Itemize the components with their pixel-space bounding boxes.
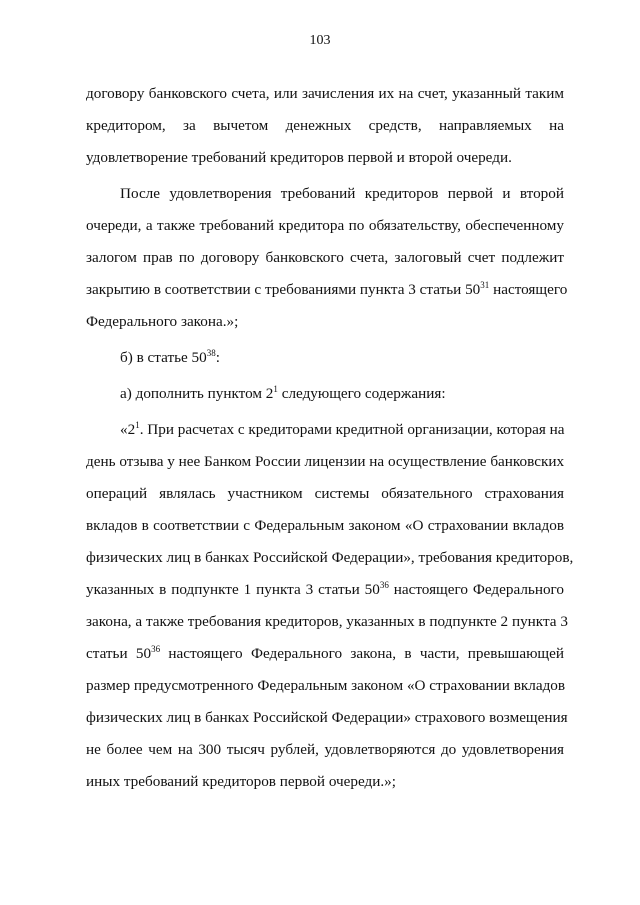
- line-text: указанных в подпункте 1 пункта 3 статьи 50: [86, 581, 380, 598]
- superscript: 1: [273, 384, 278, 394]
- line-text: закона, а также требования кредиторов, указанных в подпункте 2 пункта 3: [86, 613, 568, 630]
- page-number: 103: [309, 33, 331, 48]
- line-text: статьи 50: [86, 645, 152, 662]
- line-text: :: [215, 349, 220, 366]
- text-line: [86, 210, 564, 242]
- line-text: день отзыва у нее Банком России лицензии на осуществление банковских: [86, 453, 565, 470]
- line-text: залогом прав по договору банковского счета, залоговый счет подлежит: [86, 249, 564, 266]
- text-line: [86, 242, 564, 274]
- line-text: иных требований кредиторов первой очереди.»;: [86, 773, 397, 790]
- line-text: а) дополнить пунктом 2: [120, 385, 274, 402]
- text-line: [86, 766, 564, 798]
- superscript: 36: [151, 644, 161, 654]
- superscript: 1: [135, 420, 140, 430]
- text-line: [86, 342, 564, 374]
- line-text: физических лиц в банках Российской Федерации», требования кредиторов,: [86, 549, 574, 566]
- text-line: [86, 478, 564, 510]
- text-line: [86, 542, 574, 574]
- line-text: . При расчетах с кредиторами кредитной организации, которая на: [139, 421, 565, 438]
- superscript: 36: [379, 580, 389, 590]
- text-line: [86, 734, 564, 766]
- line-text: следующего содержания:: [277, 385, 446, 402]
- text-line: [86, 110, 564, 142]
- line-text: закрытию в соответствии с требованиями пункта 3 статьи 50: [86, 281, 481, 298]
- line-text: договору банковского счета, или зачисления их на счет, указанный таким: [86, 85, 564, 102]
- document-body: [86, 78, 574, 798]
- line-text: физических лиц в банках Российской Федерации» страхового возмещения: [86, 709, 568, 726]
- line-text: операций являлась участником системы обязательного страхования: [86, 485, 564, 502]
- line-text: б) в статье 50: [120, 349, 207, 366]
- line-text: настоящего: [489, 281, 568, 298]
- text-line: [86, 414, 564, 446]
- line-text: После удовлетворения требований кредиторов первой и второй: [120, 185, 564, 202]
- text-line: [86, 446, 564, 478]
- text-line: [86, 378, 564, 410]
- line-text: очереди, а также требований кредитора по обязательству, обеспеченному: [86, 217, 564, 234]
- line-text: не более чем на 300 тысяч рублей, удовлетворяются до удовлетворения: [86, 741, 564, 758]
- text-line: [86, 274, 568, 306]
- superscript: 31: [480, 280, 490, 290]
- text-line: [86, 702, 568, 734]
- line-text: вкладов в соответствии с Федеральным законом «О страховании вкладов: [86, 517, 564, 534]
- line-text: Федерального закона.»;: [86, 313, 239, 330]
- text-line: [86, 638, 564, 670]
- line-text: размер предусмотренного Федеральным законом «О страховании вкладов: [86, 677, 566, 694]
- text-line: [86, 78, 564, 110]
- text-line: [86, 142, 564, 174]
- text-line: [86, 670, 564, 702]
- line-text: удовлетворение требований кредиторов первой и второй очереди.: [86, 149, 512, 166]
- text-line: [86, 606, 568, 638]
- text-line: [86, 178, 564, 210]
- line-text: настоящего Федерального: [388, 581, 564, 598]
- line-text: «2: [120, 421, 136, 438]
- text-line: [86, 574, 564, 606]
- superscript: 38: [206, 348, 216, 358]
- line-text: кредитором, за вычетом денежных средств, направляемых на: [86, 117, 564, 134]
- text-line: [86, 306, 564, 338]
- text-line: [86, 510, 564, 542]
- line-text: настоящего Федерального закона, в части, превышающей: [160, 645, 564, 662]
